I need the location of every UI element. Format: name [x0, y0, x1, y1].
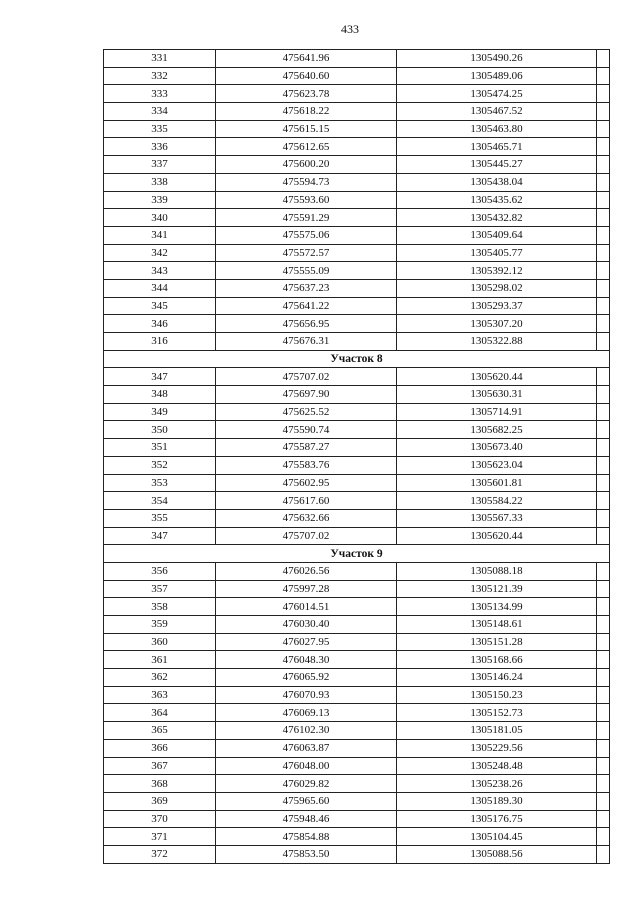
- x-coordinate-cell: 476026.56: [216, 562, 397, 580]
- empty-cell: [597, 598, 610, 616]
- point-number-cell: 356: [104, 562, 216, 580]
- point-number-cell: 347: [104, 527, 216, 545]
- x-coordinate-cell: 476069.13: [216, 704, 397, 722]
- empty-cell: [597, 810, 610, 828]
- x-coordinate-cell: 475623.78: [216, 85, 397, 103]
- table-row: [104, 386, 610, 404]
- empty-cell: [597, 651, 610, 669]
- point-number-cell: 316: [104, 333, 216, 351]
- point-number-cell: 371: [104, 828, 216, 846]
- point-number-cell: 369: [104, 792, 216, 810]
- empty-cell: [597, 333, 610, 351]
- y-coordinate-cell: 1305682.25: [397, 421, 597, 439]
- y-coordinate-cell: 1305307.20: [397, 315, 597, 333]
- coordinates-table: [103, 49, 610, 864]
- y-coordinate-cell: 1305152.73: [397, 704, 597, 722]
- y-coordinate-cell: 1305465.71: [397, 138, 597, 156]
- empty-cell: [597, 580, 610, 598]
- x-coordinate-cell: 475632.66: [216, 509, 397, 527]
- empty-cell: [597, 686, 610, 704]
- y-coordinate-cell: 1305438.04: [397, 173, 597, 191]
- x-coordinate-cell: 475676.31: [216, 333, 397, 351]
- point-number-cell: 366: [104, 739, 216, 757]
- point-number-cell: 372: [104, 845, 216, 863]
- table-row: [104, 456, 610, 474]
- y-coordinate-cell: 1305409.64: [397, 226, 597, 244]
- empty-cell: [597, 85, 610, 103]
- y-coordinate-cell: 1305298.02: [397, 279, 597, 297]
- x-coordinate-cell: 476014.51: [216, 598, 397, 616]
- y-coordinate-cell: 1305474.25: [397, 85, 597, 103]
- x-coordinate-cell: 475640.60: [216, 67, 397, 85]
- x-coordinate-cell: 475625.52: [216, 403, 397, 421]
- table-row: [104, 244, 610, 262]
- table-row: [104, 120, 610, 138]
- point-number-cell: 333: [104, 85, 216, 103]
- table-row: [104, 191, 610, 209]
- point-number-cell: 368: [104, 775, 216, 793]
- table-row: [104, 509, 610, 527]
- y-coordinate-cell: 1305121.39: [397, 580, 597, 598]
- y-coordinate-cell: 1305467.52: [397, 103, 597, 121]
- y-coordinate-cell: 1305148.61: [397, 616, 597, 634]
- point-number-cell: 331: [104, 50, 216, 68]
- empty-cell: [597, 845, 610, 863]
- point-number-cell: 358: [104, 598, 216, 616]
- x-coordinate-cell: 475637.23: [216, 279, 397, 297]
- empty-cell: [597, 439, 610, 457]
- empty-cell: [597, 67, 610, 85]
- point-number-cell: 343: [104, 262, 216, 280]
- table-row: [104, 669, 610, 687]
- point-number-cell: 360: [104, 633, 216, 651]
- point-number-cell: 336: [104, 138, 216, 156]
- table-row: [104, 279, 610, 297]
- y-coordinate-cell: 1305435.62: [397, 191, 597, 209]
- y-coordinate-cell: 1305620.44: [397, 527, 597, 545]
- table-row: [104, 792, 610, 810]
- table-row: [104, 297, 610, 315]
- table-row: [104, 757, 610, 775]
- y-coordinate-cell: 1305392.12: [397, 262, 597, 280]
- x-coordinate-cell: 475602.95: [216, 474, 397, 492]
- x-coordinate-cell: 475587.27: [216, 439, 397, 457]
- x-coordinate-cell: 475618.22: [216, 103, 397, 121]
- section-title: Участок 9: [104, 545, 610, 563]
- x-coordinate-cell: 475707.02: [216, 368, 397, 386]
- table-row: [104, 403, 610, 421]
- x-coordinate-cell: 475853.50: [216, 845, 397, 863]
- point-number-cell: 361: [104, 651, 216, 669]
- x-coordinate-cell: 475656.95: [216, 315, 397, 333]
- point-number-cell: 364: [104, 704, 216, 722]
- empty-cell: [597, 669, 610, 687]
- y-coordinate-cell: 1305088.18: [397, 562, 597, 580]
- x-coordinate-cell: 475590.74: [216, 421, 397, 439]
- x-coordinate-cell: 476048.30: [216, 651, 397, 669]
- table-row: [104, 651, 610, 669]
- section-header-row: [104, 545, 610, 563]
- x-coordinate-cell: 476063.87: [216, 739, 397, 757]
- table-row: [104, 527, 610, 545]
- point-number-cell: 339: [104, 191, 216, 209]
- point-number-cell: 332: [104, 67, 216, 85]
- y-coordinate-cell: 1305432.82: [397, 209, 597, 227]
- table-row: [104, 739, 610, 757]
- y-coordinate-cell: 1305168.66: [397, 651, 597, 669]
- empty-cell: [597, 509, 610, 527]
- point-number-cell: 338: [104, 173, 216, 191]
- table-row: [104, 845, 610, 863]
- x-coordinate-cell: 475575.06: [216, 226, 397, 244]
- point-number-cell: 340: [104, 209, 216, 227]
- point-number-cell: 348: [104, 386, 216, 404]
- x-coordinate-cell: 476102.30: [216, 722, 397, 740]
- x-coordinate-cell: 475615.15: [216, 120, 397, 138]
- coordinates-table-body: [104, 50, 610, 864]
- x-coordinate-cell: 475997.28: [216, 580, 397, 598]
- table-row: [104, 156, 610, 174]
- x-coordinate-cell: 476070.93: [216, 686, 397, 704]
- table-row: [104, 103, 610, 121]
- point-number-cell: 347: [104, 368, 216, 386]
- point-number-cell: 334: [104, 103, 216, 121]
- empty-cell: [597, 120, 610, 138]
- y-coordinate-cell: 1305445.27: [397, 156, 597, 174]
- y-coordinate-cell: 1305714.91: [397, 403, 597, 421]
- y-coordinate-cell: 1305322.88: [397, 333, 597, 351]
- empty-cell: [597, 722, 610, 740]
- x-coordinate-cell: 475854.88: [216, 828, 397, 846]
- point-number-cell: 354: [104, 492, 216, 510]
- table-row: [104, 368, 610, 386]
- table-row: [104, 333, 610, 351]
- empty-cell: [597, 279, 610, 297]
- point-number-cell: 349: [104, 403, 216, 421]
- y-coordinate-cell: 1305151.28: [397, 633, 597, 651]
- x-coordinate-cell: 475948.46: [216, 810, 397, 828]
- empty-cell: [597, 368, 610, 386]
- y-coordinate-cell: 1305293.37: [397, 297, 597, 315]
- point-number-cell: 353: [104, 474, 216, 492]
- y-coordinate-cell: 1305189.30: [397, 792, 597, 810]
- empty-cell: [597, 315, 610, 333]
- point-number-cell: 351: [104, 439, 216, 457]
- x-coordinate-cell: 475965.60: [216, 792, 397, 810]
- point-number-cell: 352: [104, 456, 216, 474]
- y-coordinate-cell: 1305490.26: [397, 50, 597, 68]
- empty-cell: [597, 633, 610, 651]
- y-coordinate-cell: 1305601.81: [397, 474, 597, 492]
- point-number-cell: 341: [104, 226, 216, 244]
- table-row: [104, 810, 610, 828]
- table-row: [104, 580, 610, 598]
- empty-cell: [597, 173, 610, 191]
- x-coordinate-cell: 476029.82: [216, 775, 397, 793]
- y-coordinate-cell: 1305463.80: [397, 120, 597, 138]
- empty-cell: [597, 50, 610, 68]
- table-row: [104, 421, 610, 439]
- table-row: [104, 226, 610, 244]
- y-coordinate-cell: 1305150.23: [397, 686, 597, 704]
- empty-cell: [597, 244, 610, 262]
- section-header-row: [104, 350, 610, 368]
- empty-cell: [597, 386, 610, 404]
- empty-cell: [597, 562, 610, 580]
- y-coordinate-cell: 1305489.06: [397, 67, 597, 85]
- table-row: [104, 209, 610, 227]
- table-row: [104, 173, 610, 191]
- empty-cell: [597, 739, 610, 757]
- page-number: 433: [341, 22, 359, 36]
- table-row: [104, 775, 610, 793]
- y-coordinate-cell: 1305584.22: [397, 492, 597, 510]
- empty-cell: [597, 209, 610, 227]
- y-coordinate-cell: 1305134.99: [397, 598, 597, 616]
- x-coordinate-cell: 475697.90: [216, 386, 397, 404]
- point-number-cell: 370: [104, 810, 216, 828]
- x-coordinate-cell: 475707.02: [216, 527, 397, 545]
- table-row: [104, 67, 610, 85]
- point-number-cell: 346: [104, 315, 216, 333]
- empty-cell: [597, 297, 610, 315]
- point-number-cell: 337: [104, 156, 216, 174]
- empty-cell: [597, 103, 610, 121]
- empty-cell: [597, 226, 610, 244]
- empty-cell: [597, 262, 610, 280]
- x-coordinate-cell: 475612.65: [216, 138, 397, 156]
- table-row: [104, 492, 610, 510]
- point-number-cell: 345: [104, 297, 216, 315]
- table-row: [104, 598, 610, 616]
- point-number-cell: 350: [104, 421, 216, 439]
- table-row: [104, 562, 610, 580]
- y-coordinate-cell: 1305146.24: [397, 669, 597, 687]
- x-coordinate-cell: 475572.57: [216, 244, 397, 262]
- empty-cell: [597, 527, 610, 545]
- empty-cell: [597, 456, 610, 474]
- y-coordinate-cell: 1305630.31: [397, 386, 597, 404]
- table-row: [104, 315, 610, 333]
- point-number-cell: 367: [104, 757, 216, 775]
- y-coordinate-cell: 1305088.56: [397, 845, 597, 863]
- x-coordinate-cell: 476048.00: [216, 757, 397, 775]
- x-coordinate-cell: 475641.22: [216, 297, 397, 315]
- y-coordinate-cell: 1305623.04: [397, 456, 597, 474]
- table-row: [104, 828, 610, 846]
- point-number-cell: 359: [104, 616, 216, 634]
- table-row: [104, 85, 610, 103]
- empty-cell: [597, 492, 610, 510]
- point-number-cell: 342: [104, 244, 216, 262]
- y-coordinate-cell: 1305248.48: [397, 757, 597, 775]
- y-coordinate-cell: 1305181.05: [397, 722, 597, 740]
- y-coordinate-cell: 1305620.44: [397, 368, 597, 386]
- empty-cell: [597, 792, 610, 810]
- empty-cell: [597, 156, 610, 174]
- empty-cell: [597, 828, 610, 846]
- y-coordinate-cell: 1305229.56: [397, 739, 597, 757]
- x-coordinate-cell: 475593.60: [216, 191, 397, 209]
- empty-cell: [597, 474, 610, 492]
- empty-cell: [597, 138, 610, 156]
- y-coordinate-cell: 1305567.33: [397, 509, 597, 527]
- x-coordinate-cell: 475555.09: [216, 262, 397, 280]
- point-number-cell: 363: [104, 686, 216, 704]
- point-number-cell: 365: [104, 722, 216, 740]
- y-coordinate-cell: 1305673.40: [397, 439, 597, 457]
- x-coordinate-cell: 475641.96: [216, 50, 397, 68]
- x-coordinate-cell: 476027.95: [216, 633, 397, 651]
- table-row: [104, 50, 610, 68]
- table-row: [104, 686, 610, 704]
- table-row: [104, 138, 610, 156]
- empty-cell: [597, 191, 610, 209]
- empty-cell: [597, 775, 610, 793]
- y-coordinate-cell: 1305104.45: [397, 828, 597, 846]
- table-row: [104, 633, 610, 651]
- point-number-cell: 344: [104, 279, 216, 297]
- x-coordinate-cell: 475583.76: [216, 456, 397, 474]
- empty-cell: [597, 757, 610, 775]
- x-coordinate-cell: 475617.60: [216, 492, 397, 510]
- y-coordinate-cell: 1305405.77: [397, 244, 597, 262]
- point-number-cell: 355: [104, 509, 216, 527]
- table-row: [104, 704, 610, 722]
- x-coordinate-cell: 475594.73: [216, 173, 397, 191]
- x-coordinate-cell: 476030.40: [216, 616, 397, 634]
- point-number-cell: 335: [104, 120, 216, 138]
- empty-cell: [597, 616, 610, 634]
- y-coordinate-cell: 1305176.75: [397, 810, 597, 828]
- table-row: [104, 616, 610, 634]
- point-number-cell: 362: [104, 669, 216, 687]
- table-row: [104, 262, 610, 280]
- table-row: [104, 722, 610, 740]
- x-coordinate-cell: 475600.20: [216, 156, 397, 174]
- table-row: [104, 439, 610, 457]
- table-row: [104, 474, 610, 492]
- point-number-cell: 357: [104, 580, 216, 598]
- empty-cell: [597, 704, 610, 722]
- empty-cell: [597, 403, 610, 421]
- x-coordinate-cell: 475591.29: [216, 209, 397, 227]
- empty-cell: [597, 421, 610, 439]
- y-coordinate-cell: 1305238.26: [397, 775, 597, 793]
- x-coordinate-cell: 476065.92: [216, 669, 397, 687]
- section-title: Участок 8: [104, 350, 610, 368]
